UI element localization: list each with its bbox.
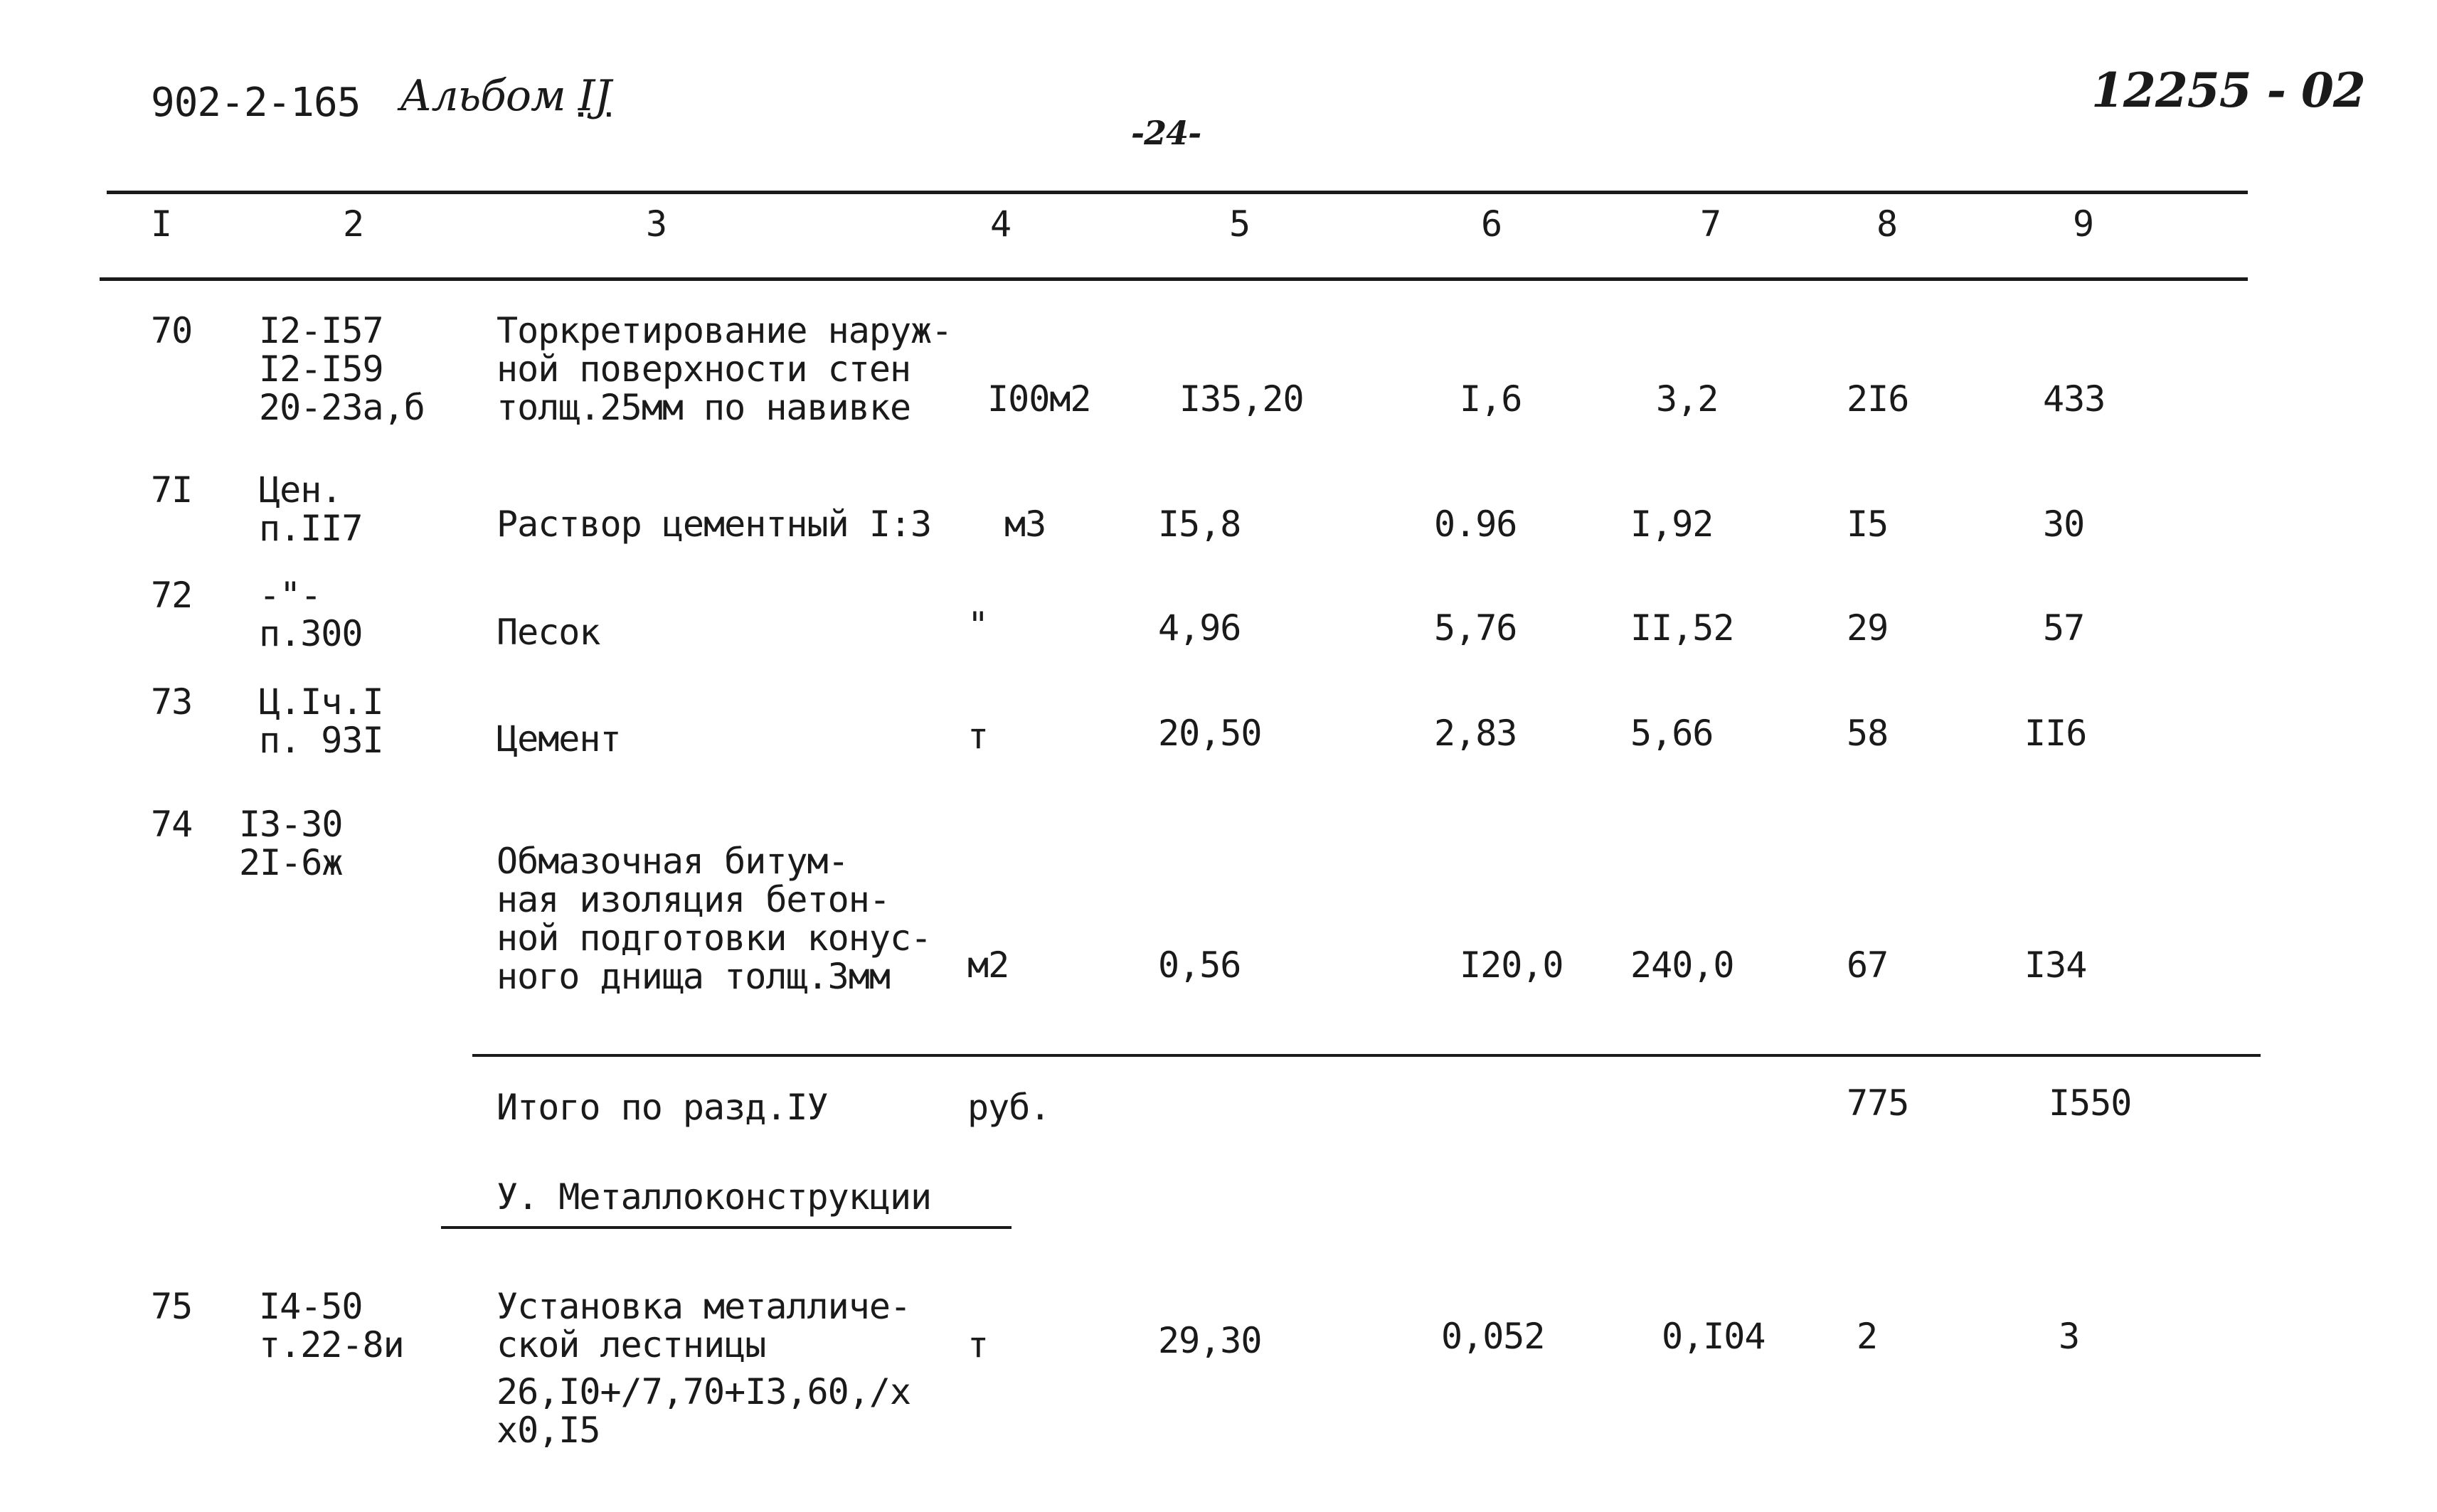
section-title: У. Металлоконструкции (497, 1176, 932, 1218)
row-col6: 0.96 (1434, 504, 1517, 545)
row-col9: 433 (2043, 378, 2106, 420)
row-col6: 0,052 (1441, 1316, 1545, 1357)
row-col9: 57 (2043, 607, 2085, 649)
row-number: 74 (151, 804, 193, 845)
column-header-5: 5 (1229, 203, 1251, 245)
row-col8: I5 (1847, 504, 1889, 545)
row-col7: 0,I04 (1662, 1316, 1766, 1357)
album-label (400, 71, 611, 121)
section-title-underline (441, 1226, 1012, 1229)
row-col8: 29 (1847, 607, 1889, 649)
header-bottom-rule (100, 277, 2248, 281)
row-description: Обмазочная битум- ная изоляция бетон- ной подготовки конус- ного днища толщ.3мм (497, 841, 932, 997)
row-unit: " (967, 605, 989, 646)
row-description: Торкретирование наруж- ной поверхности стен толщ.25мм по навивке (497, 310, 952, 428)
row-unit: м3 (1004, 504, 1046, 545)
row-col7: II,52 (1630, 607, 1734, 649)
album-word: Альбом (400, 71, 566, 121)
row-unit: м2 (967, 944, 1009, 986)
doc-code: 902-2-165 (151, 80, 361, 126)
row-unit: I00м2 (987, 378, 1091, 420)
row-col5: 4,96 (1158, 607, 1241, 649)
row-number: 75 (151, 1286, 193, 1327)
header-top-rule (107, 191, 2248, 194)
total-col9: I550 (2049, 1082, 2132, 1124)
row-description: Цемент (497, 718, 621, 760)
row-col8: 58 (1847, 713, 1889, 754)
column-header-2: 2 (343, 203, 364, 245)
row-col7: I,92 (1630, 504, 1714, 545)
row-col9: 3 (2059, 1316, 2080, 1357)
row-number: 70 (151, 310, 193, 351)
row-col8: 2 (1857, 1316, 1878, 1357)
row-code: I4-50 т.22-8и (259, 1286, 404, 1365)
row-unit: т (967, 715, 989, 757)
row-number: 73 (151, 681, 193, 723)
row-code: I3-30 2I-6ж (239, 804, 343, 883)
row-col6: I20,0 (1460, 944, 1563, 986)
row-description: Установка металличе- ской лестницы (497, 1286, 911, 1365)
row-code: -"- п.300 (259, 575, 363, 654)
column-header-4: 4 (990, 203, 1012, 245)
row-formula: 26,I0+/7,70+I3,60,/x x0,I5 (497, 1371, 911, 1451)
column-header-3: 3 (646, 203, 667, 245)
column-header-6: 6 (1481, 203, 1502, 245)
album-number: IJ (578, 71, 611, 121)
row-description: Раствор цементный I:3 (497, 504, 932, 545)
row-col6: 2,83 (1434, 713, 1517, 754)
row-col9: 30 (2043, 504, 2085, 545)
row-col6: 5,76 (1434, 607, 1517, 649)
column-header-8: 8 (1876, 203, 1898, 245)
total-label: Итого по разд.IУ (497, 1087, 828, 1128)
row-col5: 0,56 (1158, 944, 1241, 986)
row-col9: II6 (2024, 713, 2087, 754)
row-col7: 240,0 (1630, 944, 1734, 986)
row-col5: 20,50 (1158, 713, 1262, 754)
total-unit: руб. (967, 1087, 1051, 1128)
row-code: Ц.Iч.I п. 93I (259, 681, 383, 761)
row-col8: 67 (1847, 944, 1889, 986)
row-col7: 5,66 (1630, 713, 1714, 754)
row-col5: 29,30 (1158, 1320, 1262, 1361)
row-col5: I35,20 (1179, 378, 1304, 420)
row-code: Цен. п.II7 (259, 469, 363, 549)
row-description: Песок (497, 612, 600, 653)
row-unit: т (967, 1324, 989, 1365)
archive-number: 12255 - 02 (2091, 63, 2365, 118)
total-rule (472, 1054, 2261, 1057)
page-number: -24- (1131, 114, 1201, 152)
column-header-9: 9 (2073, 203, 2094, 245)
column-header-1: I (151, 203, 172, 245)
row-number: 72 (151, 575, 193, 616)
row-col6: I,6 (1460, 378, 1522, 420)
row-number: 7I (151, 469, 193, 511)
total-col8: 775 (1847, 1082, 1909, 1124)
row-code: I2-I57 I2-I59 20-23а,б (259, 310, 425, 428)
row-col9: I34 (2024, 944, 2087, 986)
column-header-7: 7 (1700, 203, 1721, 245)
row-col5: I5,8 (1158, 504, 1241, 545)
row-col7: 3,2 (1656, 378, 1719, 420)
row-col8: 2I6 (1847, 378, 1909, 420)
